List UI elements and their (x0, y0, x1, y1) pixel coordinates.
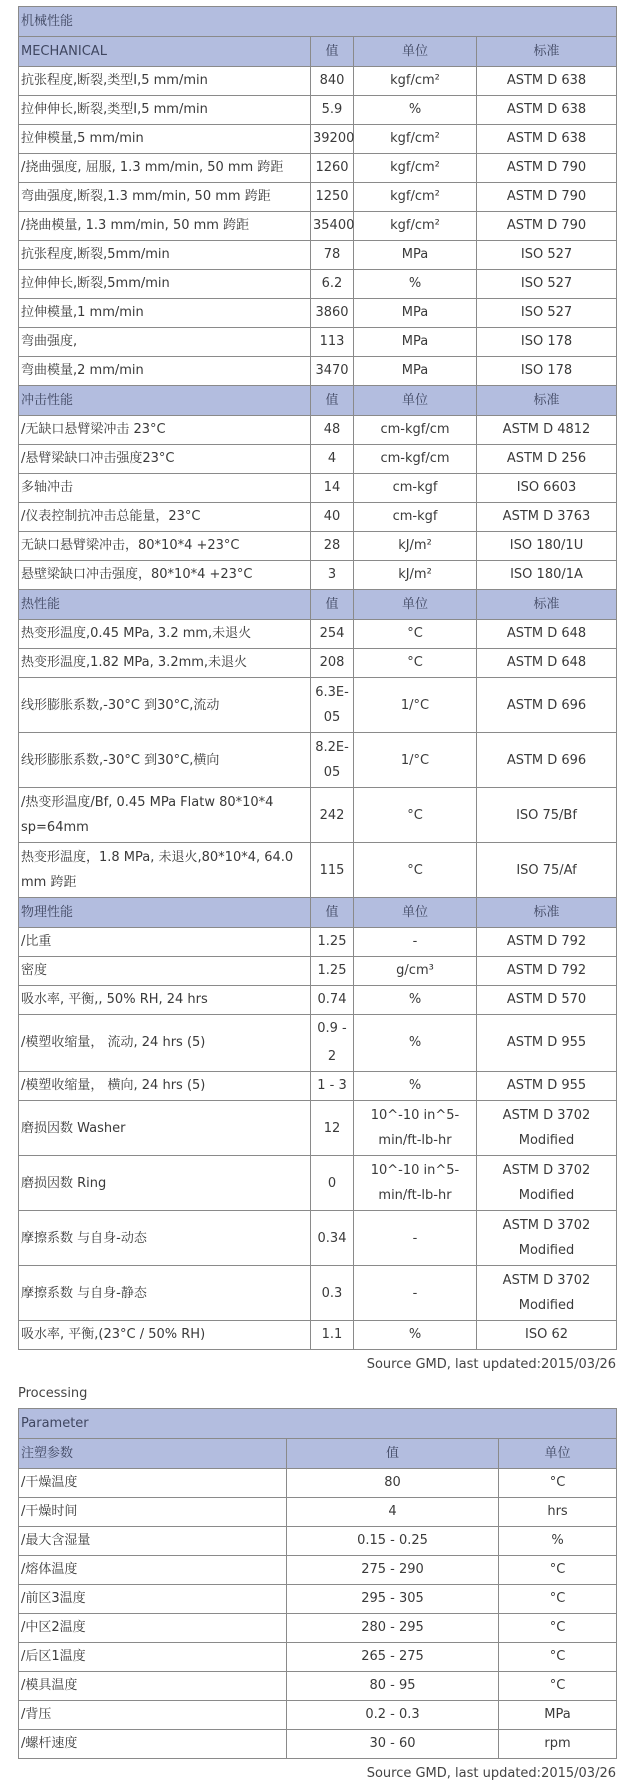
column-header: MECHANICAL (19, 37, 311, 67)
property-value: 1260 (311, 154, 354, 183)
property-name: 弯曲强度,断裂,1.3 mm/min, 50 mm 跨距 (19, 183, 311, 212)
table-row (19, 67, 617, 96)
property-unit: kgf/cm² (354, 67, 477, 96)
property-unit: cm-kgf/cm (354, 445, 477, 474)
property-standard: ISO 178 (477, 328, 617, 357)
parameter-value: 30 - 60 (287, 1730, 499, 1759)
table-row (19, 154, 617, 183)
parameter-unit: rpm (499, 1730, 617, 1759)
property-value: 3470 (311, 357, 354, 386)
property-name: 悬壁梁缺口冲击强度，80*10*4 +23°C (19, 561, 311, 590)
property-standard: ASTM D 955 (477, 1015, 617, 1072)
column-header: 标准 (477, 37, 617, 67)
property-unit: kgf/cm² (354, 125, 477, 154)
property-unit: kJ/m² (354, 532, 477, 561)
property-standard: ASTM D 570 (477, 986, 617, 1015)
property-unit: MPa (354, 328, 477, 357)
table-row (19, 96, 617, 125)
property-name: 热变形温度，1.8 MPa, 未退火,80*10*4, 64.0 mm 跨距 (19, 843, 311, 898)
table-row (19, 561, 617, 590)
parameter-value: 80 (287, 1469, 499, 1498)
property-name: 热变形温度,0.45 MPa, 3.2 mm,未退火 (19, 620, 311, 649)
table-row (19, 1730, 617, 1759)
property-name: 线形膨胀系数,-30°C 到30°C,横向 (19, 733, 311, 788)
property-name: /悬臂梁缺口冲击强度23°C (19, 445, 311, 474)
table-row (19, 928, 617, 957)
property-unit: °C (354, 620, 477, 649)
table-row (19, 445, 617, 474)
property-unit: % (354, 96, 477, 125)
property-unit: 1/°C (354, 733, 477, 788)
column-header: 值 (311, 898, 354, 928)
column-header-row (19, 1439, 617, 1469)
table-row (19, 788, 617, 843)
column-header: 单位 (354, 37, 477, 67)
property-standard: ISO 180/1U (477, 532, 617, 561)
parameter-value: 275 - 290 (287, 1556, 499, 1585)
table-row (19, 843, 617, 898)
property-standard: ASTM D 792 (477, 928, 617, 957)
property-name: 弯曲模量,2 mm/min (19, 357, 311, 386)
property-value: 14 (311, 474, 354, 503)
property-standard: ASTM D 638 (477, 125, 617, 154)
table-row (19, 1101, 617, 1156)
table-row (19, 1211, 617, 1266)
table-row (19, 986, 617, 1015)
property-unit: °C (354, 649, 477, 678)
table-row (19, 299, 617, 328)
table-row (19, 1701, 617, 1730)
property-unit: 1/°C (354, 678, 477, 733)
property-unit: °C (354, 788, 477, 843)
column-header: 标准 (477, 386, 617, 416)
parameter-value: 4 (287, 1498, 499, 1527)
property-value: 1.1 (311, 1321, 354, 1350)
property-name: /热变形温度/Bf, 0.45 MPa Flatw 80*10*4 sp=64mm (19, 788, 311, 843)
property-name: 抗张程度,断裂,5mm/min (19, 241, 311, 270)
property-name: /比重 (19, 928, 311, 957)
property-unit: kgf/cm² (354, 212, 477, 241)
property-name: 拉伸模量,1 mm/min (19, 299, 311, 328)
table-row (19, 125, 617, 154)
column-header: 值 (311, 590, 354, 620)
parameter-value: 80 - 95 (287, 1672, 499, 1701)
property-name: 多轴冲击 (19, 474, 311, 503)
column-header: 物理性能 (19, 898, 311, 928)
property-unit: % (354, 270, 477, 299)
property-unit: cm-kgf (354, 503, 477, 532)
parameter-value: 280 - 295 (287, 1614, 499, 1643)
table-row (19, 1585, 617, 1614)
property-standard: ISO 178 (477, 357, 617, 386)
table-row (19, 957, 617, 986)
property-unit: °C (354, 843, 477, 898)
property-standard: ASTM D 3702 Modified (477, 1266, 617, 1321)
property-value: 208 (311, 649, 354, 678)
property-standard: ASTM D 256 (477, 445, 617, 474)
table-row (19, 1015, 617, 1072)
property-unit: - (354, 1266, 477, 1321)
parameter-unit: °C (499, 1469, 617, 1498)
table-row (19, 620, 617, 649)
property-name: 磨损因数 Ring (19, 1156, 311, 1211)
parameter-name: /后区1温度 (19, 1643, 287, 1672)
property-name: /模塑收缩量， 流动, 24 hrs (5) (19, 1015, 311, 1072)
property-value: 0 (311, 1156, 354, 1211)
column-header: 标准 (477, 898, 617, 928)
property-value: 254 (311, 620, 354, 649)
property-value: 1 - 3 (311, 1072, 354, 1101)
property-value: 28 (311, 532, 354, 561)
column-header-row (19, 37, 617, 67)
table-row (19, 328, 617, 357)
property-value: 242 (311, 788, 354, 843)
section-title-row (19, 7, 617, 37)
property-standard: ASTM D 638 (477, 67, 617, 96)
column-header: 单位 (499, 1439, 617, 1469)
column-header: 值 (311, 37, 354, 67)
property-name: 摩擦系数 与自身-动态 (19, 1211, 311, 1266)
table-row (19, 1643, 617, 1672)
property-value: 3860 (311, 299, 354, 328)
property-name: /挠曲模量, 1.3 mm/min, 50 mm 跨距 (19, 212, 311, 241)
source-note: Source GMD, last updated:2015/03/26 (366, 1357, 616, 1372)
column-header: 注塑参数 (19, 1439, 287, 1469)
property-unit: 10^-10 in^5-min/ft-lb-hr (354, 1156, 477, 1211)
section-title-row (19, 1409, 617, 1439)
property-value: 0.9 - 2 (311, 1015, 354, 1072)
property-value: 5.9 (311, 96, 354, 125)
table-row (19, 212, 617, 241)
property-name: /仪表控制抗冲击总能量，23°C (19, 503, 311, 532)
table-row (19, 1072, 617, 1101)
table-row (19, 1672, 617, 1701)
property-value: 39200 (311, 125, 354, 154)
table-row (19, 474, 617, 503)
parameter-value: 0.15 - 0.25 (287, 1527, 499, 1556)
property-standard: ASTM D 955 (477, 1072, 617, 1101)
property-standard: ASTM D 648 (477, 649, 617, 678)
property-name: 摩擦系数 与自身-静态 (19, 1266, 311, 1321)
property-name: 吸水率, 平衡,(23°C / 50% RH) (19, 1321, 311, 1350)
property-name: 无缺口悬臂梁冲击，80*10*4 +23°C (19, 532, 311, 561)
property-value: 6.2 (311, 270, 354, 299)
property-standard: ASTM D 696 (477, 733, 617, 788)
parameter-name: /干燥温度 (19, 1469, 287, 1498)
parameter-name: /熔体温度 (19, 1556, 287, 1585)
property-standard: ASTM D 3702 Modified (477, 1156, 617, 1211)
table-row (19, 357, 617, 386)
column-header: 单位 (354, 590, 477, 620)
parameter-unit: °C (499, 1585, 617, 1614)
property-name: 拉伸伸长,断裂,类型I,5 mm/min (19, 96, 311, 125)
parameter-name: /背压 (19, 1701, 287, 1730)
parameter-unit: °C (499, 1643, 617, 1672)
property-standard: ISO 180/1A (477, 561, 617, 590)
parameter-name: /前区3温度 (19, 1585, 287, 1614)
source-note-processing: Source GMD, last updated:2015/03/26 (366, 1766, 616, 1781)
parameter-value: 0.2 - 0.3 (287, 1701, 499, 1730)
parameter-value: 265 - 275 (287, 1643, 499, 1672)
table-row (19, 649, 617, 678)
processing-table (18, 1408, 617, 1759)
property-unit: 10^-10 in^5-min/ft-lb-hr (354, 1101, 477, 1156)
property-value: 4 (311, 445, 354, 474)
column-header: 值 (311, 386, 354, 416)
property-standard: ASTM D 790 (477, 154, 617, 183)
table-row (19, 503, 617, 532)
properties-table (18, 6, 617, 1350)
property-value: 35400 (311, 212, 354, 241)
table-row (19, 1614, 617, 1643)
property-name: 拉伸模量,5 mm/min (19, 125, 311, 154)
property-standard: ASTM D 792 (477, 957, 617, 986)
property-unit: - (354, 1211, 477, 1266)
parameter-value: 295 - 305 (287, 1585, 499, 1614)
table-row (19, 1527, 617, 1556)
property-unit: % (354, 986, 477, 1015)
property-name: 线形膨胀系数,-30°C 到30°C,流动 (19, 678, 311, 733)
column-header: 单位 (354, 898, 477, 928)
property-name: 磨损因数 Washer (19, 1101, 311, 1156)
property-standard: ASTM D 790 (477, 212, 617, 241)
datasheet (18, 6, 616, 1787)
property-unit: - (354, 928, 477, 957)
property-value: 113 (311, 328, 354, 357)
property-name: 吸水率, 平衡,, 50% RH, 24 hrs (19, 986, 311, 1015)
property-unit: % (354, 1015, 477, 1072)
property-standard: ISO 6603 (477, 474, 617, 503)
table-row (19, 532, 617, 561)
property-unit: MPa (354, 241, 477, 270)
property-name: 拉伸伸长,断裂,5mm/min (19, 270, 311, 299)
table-row (19, 1469, 617, 1498)
property-value: 8.2E-05 (311, 733, 354, 788)
property-standard: ASTM D 3702 Modified (477, 1101, 617, 1156)
property-value: 0.74 (311, 986, 354, 1015)
property-value: 1.25 (311, 928, 354, 957)
property-standard: ISO 527 (477, 270, 617, 299)
table-row (19, 270, 617, 299)
property-value: 40 (311, 503, 354, 532)
table-row (19, 733, 617, 788)
parameter-unit: hrs (499, 1498, 617, 1527)
parameter-unit: MPa (499, 1701, 617, 1730)
table-row (19, 1321, 617, 1350)
property-standard: ISO 527 (477, 241, 617, 270)
property-standard: ISO 75/Bf (477, 788, 617, 843)
property-standard: ASTM D 4812 (477, 416, 617, 445)
property-standard: ASTM D 790 (477, 183, 617, 212)
property-unit: kJ/m² (354, 561, 477, 590)
property-unit: MPa (354, 357, 477, 386)
property-name: 热变形温度,1.82 MPa, 3.2mm,未退火 (19, 649, 311, 678)
property-unit: g/cm³ (354, 957, 477, 986)
column-header: 值 (287, 1439, 499, 1469)
property-unit: kgf/cm² (354, 183, 477, 212)
table-row (19, 1556, 617, 1585)
column-header-row (19, 590, 617, 620)
property-value: 0.3 (311, 1266, 354, 1321)
property-standard: ISO 62 (477, 1321, 617, 1350)
property-unit: kgf/cm² (354, 154, 477, 183)
parameter-name: /干燥时间 (19, 1498, 287, 1527)
table-row (19, 183, 617, 212)
table-row (19, 241, 617, 270)
property-name: /无缺口悬臂梁冲击 23°C (19, 416, 311, 445)
property-value: 1.25 (311, 957, 354, 986)
table-row (19, 1498, 617, 1527)
table-row (19, 678, 617, 733)
property-name: /挠曲强度, 屈服, 1.3 mm/min, 50 mm 跨距 (19, 154, 311, 183)
parameter-unit: °C (499, 1556, 617, 1585)
property-unit: % (354, 1072, 477, 1101)
property-standard: ASTM D 638 (477, 96, 617, 125)
property-name: /模塑收缩量， 横向, 24 hrs (5) (19, 1072, 311, 1101)
column-header-row (19, 898, 617, 928)
property-standard: ASTM D 648 (477, 620, 617, 649)
property-standard: ASTM D 3763 (477, 503, 617, 532)
property-standard: ASTM D 696 (477, 678, 617, 733)
column-header: 单位 (354, 386, 477, 416)
parameter-unit: °C (499, 1614, 617, 1643)
property-value: 3 (311, 561, 354, 590)
property-value: 78 (311, 241, 354, 270)
property-value: 48 (311, 416, 354, 445)
property-name: 密度 (19, 957, 311, 986)
column-header: 冲击性能 (19, 386, 311, 416)
property-name: 弯曲强度, (19, 328, 311, 357)
property-value: 0.34 (311, 1211, 354, 1266)
column-header: 标准 (477, 590, 617, 620)
table-row (19, 1156, 617, 1211)
property-value: 115 (311, 843, 354, 898)
property-value: 840 (311, 67, 354, 96)
property-unit: cm-kgf (354, 474, 477, 503)
property-value: 1250 (311, 183, 354, 212)
property-standard: ISO 75/Af (477, 843, 617, 898)
column-header-row (19, 386, 617, 416)
table-row (19, 416, 617, 445)
parameter-unit: °C (499, 1672, 617, 1701)
property-unit: % (354, 1321, 477, 1350)
property-standard: ISO 527 (477, 299, 617, 328)
section-title: 机械性能 (19, 7, 617, 37)
parameter-name: /螺杆速度 (19, 1730, 287, 1759)
section-title: Parameter (19, 1409, 617, 1439)
table-row (19, 1266, 617, 1321)
processing-label: Processing (18, 1386, 88, 1401)
parameter-unit: % (499, 1527, 617, 1556)
parameter-name: /模具温度 (19, 1672, 287, 1701)
column-header: 热性能 (19, 590, 311, 620)
property-unit: cm-kgf/cm (354, 416, 477, 445)
property-value: 6.3E-05 (311, 678, 354, 733)
parameter-name: /中区2温度 (19, 1614, 287, 1643)
parameter-name: /最大含湿量 (19, 1527, 287, 1556)
property-name: 抗张程度,断裂,类型I,5 mm/min (19, 67, 311, 96)
property-unit: MPa (354, 299, 477, 328)
property-standard: ASTM D 3702 Modified (477, 1211, 617, 1266)
property-value: 12 (311, 1101, 354, 1156)
